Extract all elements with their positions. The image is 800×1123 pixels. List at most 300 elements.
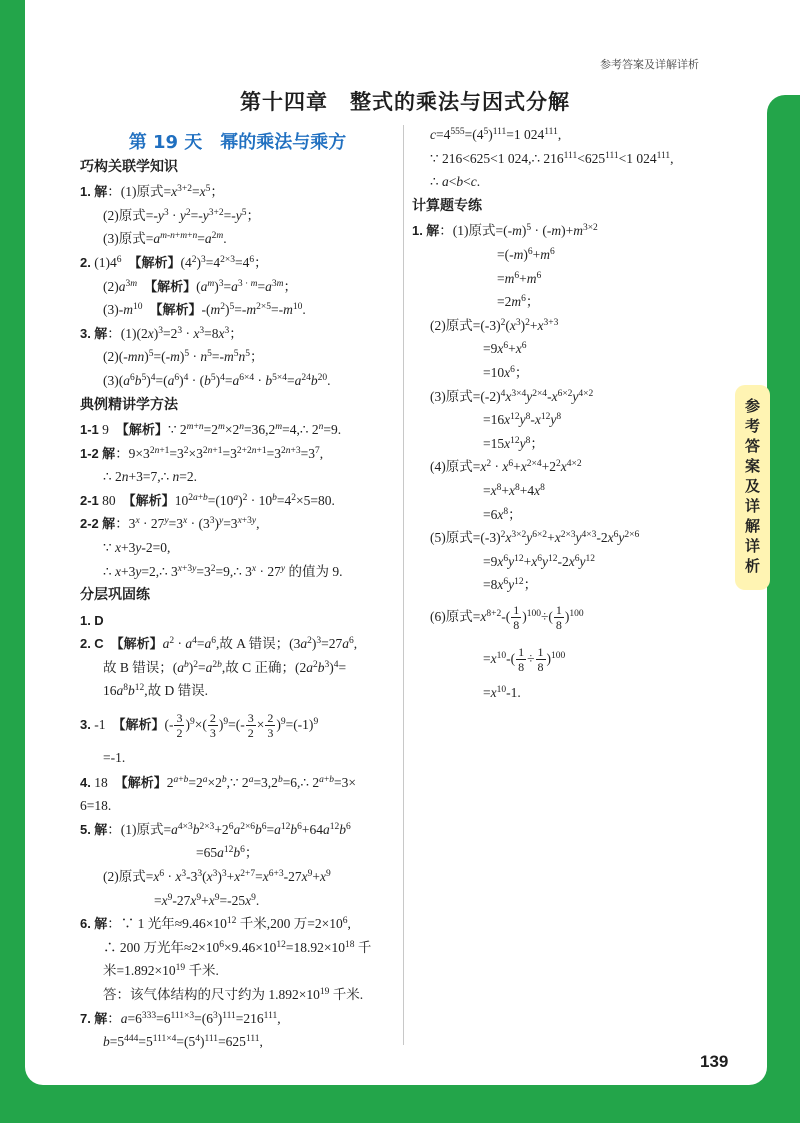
math-variable: x — [490, 483, 497, 498]
math-text: =(- — [228, 717, 245, 733]
math-text: ) — [522, 608, 527, 624]
math-text: +m — [532, 247, 550, 263]
superscript: 111 — [245, 1034, 260, 1045]
superscript: 8 — [525, 412, 531, 423]
answer-line — [412, 170, 722, 194]
answer-line — [80, 227, 398, 251]
math-variable: y — [550, 412, 557, 428]
math-variable: a — [441, 174, 449, 190]
math-variable: m — [275, 422, 283, 433]
fraction-numerator: 3 — [247, 711, 254, 726]
math-text: ×9.46×10 — [224, 939, 277, 955]
math-text: ； — [246, 207, 260, 223]
superscript: 4 — [195, 1034, 201, 1045]
math-text: ) — [214, 516, 219, 532]
superscript: 2 — [486, 459, 492, 470]
superscript: 6×2 — [557, 388, 573, 399]
math-text: ) — [196, 254, 201, 270]
math-text: ； — [249, 349, 264, 365]
answer-line — [80, 936, 398, 960]
superscript: 12 — [585, 553, 595, 564]
math-text: =18.92×10 — [285, 939, 345, 955]
superscript: 2 — [193, 659, 198, 670]
math-text: =(5 — [176, 1034, 196, 1050]
superscript: 6×4 — [239, 372, 255, 383]
math-text: · x — [164, 868, 182, 884]
math-text: =2 — [162, 325, 178, 341]
math-variable: x — [135, 516, 140, 527]
math-text — [121, 255, 135, 270]
superscript: m-n+m+n — [160, 231, 198, 242]
math-text: =-y — [190, 207, 209, 223]
superscript: 111 — [492, 127, 507, 138]
superscript: 3 — [181, 868, 187, 879]
superscript: 12 — [540, 412, 551, 423]
math-text: , — [277, 1010, 281, 1026]
fraction-denominator: 3 — [267, 726, 274, 741]
superscript: 10 — [292, 302, 303, 313]
math-variable: m — [160, 231, 167, 242]
math-variable: x — [147, 325, 154, 341]
math-variable: b — [217, 659, 222, 670]
math-variable: x — [175, 868, 182, 884]
section-heading: 巧构关联学知识 — [80, 158, 178, 175]
math-variable: x — [251, 563, 257, 574]
superscript: 3 — [515, 317, 521, 328]
math-text: ：3 — [115, 516, 136, 532]
math-text: ×2 — [207, 774, 222, 790]
superscript: 4×2 — [578, 388, 594, 399]
superscript: 5 — [141, 372, 147, 383]
superscript: 3 — [221, 868, 227, 879]
math-text: ) — [200, 1034, 205, 1050]
math-text: ) — [311, 636, 317, 652]
bold-label: 【解析】 — [118, 717, 165, 733]
math-text: =6x — [483, 506, 504, 522]
bold-label: 3. — [80, 325, 91, 341]
math-variable: n — [121, 469, 129, 485]
superscript: 2×6 — [240, 821, 256, 832]
fraction-numerator: 3 — [176, 711, 183, 726]
math-text: ：a=6 — [107, 1010, 142, 1026]
side-tab-label: 参考答案及详解详析 — [743, 397, 761, 578]
superscript: 12 — [226, 916, 237, 927]
math-variable: y — [519, 412, 526, 428]
superscript: 8 — [503, 506, 509, 517]
superscript: 12 — [510, 412, 520, 423]
math-text: ) — [217, 1010, 223, 1026]
superscript: 4×2 — [566, 459, 582, 470]
math-variable: m — [246, 302, 257, 318]
math-text: =9,∴ 3 — [215, 563, 252, 579]
answer-line — [80, 656, 398, 680]
answer-line — [412, 479, 722, 503]
superscript: 2×4 — [532, 388, 548, 399]
fraction-denominator: 3 — [209, 726, 216, 741]
bold-label: 【解析】 — [121, 774, 167, 790]
math-text: =6 — [156, 1010, 171, 1026]
math-text: · (-m)+m — [531, 223, 583, 239]
math-variable: x — [560, 459, 567, 475]
math-text: -27x — [283, 868, 308, 884]
superscript: 8 — [556, 412, 562, 423]
math-text: =(-m) — [153, 349, 185, 365]
superscript: 444 — [124, 1034, 139, 1045]
superscript: 8 — [525, 435, 531, 446]
math-variable: m — [218, 422, 225, 433]
math-text: (2)(-mn) — [103, 349, 149, 365]
superscript: 6 — [537, 553, 542, 564]
answer-line — [412, 314, 722, 338]
math-variable: b — [203, 492, 208, 503]
bold-label: 2. — [80, 254, 91, 270]
math-variable: m — [276, 278, 284, 289]
math-variable: b — [233, 845, 241, 861]
math-text: +m — [519, 270, 537, 286]
superscript: 9 — [214, 892, 220, 903]
math-text: (2)原式=x — [103, 868, 160, 884]
answer-line — [412, 408, 722, 432]
math-text — [128, 683, 135, 698]
math-variable: y — [519, 435, 526, 451]
bold-label: 3. — [80, 717, 91, 733]
math-variable: x — [497, 341, 504, 357]
bold-label: 解 — [94, 1010, 108, 1026]
superscript: 6 — [159, 868, 165, 879]
superscript: 9 — [223, 717, 229, 728]
superscript: 2 — [500, 317, 506, 328]
math-text: · b — [254, 372, 273, 388]
answer-line — [80, 794, 398, 818]
math-text: -x — [547, 388, 558, 404]
math-text: =3 — [169, 445, 184, 461]
math-variable: m — [186, 422, 194, 433]
bold-label: 2-1 — [80, 492, 99, 508]
math-text: ) — [214, 278, 219, 294]
superscript: 4 — [183, 372, 189, 383]
bold-label: 2-2 — [80, 516, 99, 532]
answer-line — [80, 609, 398, 633]
math-text: b=5 — [103, 1034, 125, 1050]
superscript: 6 — [349, 636, 354, 647]
math-variable: m — [250, 278, 258, 289]
bold-label: 1-2 — [80, 445, 99, 461]
math-variable: m — [283, 302, 293, 318]
math-text: =9x — [483, 553, 504, 569]
bold-label: 解 — [94, 325, 108, 341]
superscript: 2 — [191, 254, 197, 265]
math-text: +2 — [541, 459, 556, 475]
bold-label: 【解析】 — [150, 278, 197, 294]
answer-line — [80, 959, 398, 983]
superscript: 4 — [220, 372, 225, 383]
superscript: 6 — [261, 821, 267, 832]
math-variable: x — [177, 563, 183, 574]
math-text: ∵ 216<625<1 024,∴ 216 — [430, 150, 564, 166]
answer-line — [412, 681, 722, 705]
math-text: ：(1)原式=(-m) — [439, 223, 527, 239]
math-text: -2x — [596, 530, 614, 546]
math-text: ) — [329, 659, 334, 675]
superscript: 12 — [510, 435, 520, 446]
math-variable: m — [223, 349, 234, 365]
section-heading: 典例精讲学方法 — [80, 396, 178, 413]
math-text: =2 — [188, 774, 203, 790]
math-text: ) — [185, 717, 190, 733]
answer-line — [412, 385, 722, 409]
math-text: =(4 — [464, 127, 484, 143]
answer-line — [80, 298, 398, 322]
math-variable: m — [216, 231, 224, 242]
math-variable: x — [183, 516, 188, 527]
superscript: 12 — [134, 683, 145, 694]
bold-label: C — [94, 636, 104, 652]
superscript: 3×4 — [511, 388, 527, 399]
fraction — [536, 645, 546, 674]
math-text — [135, 373, 142, 388]
superscript: 2b — [212, 659, 222, 670]
math-text: -3 — [186, 868, 198, 884]
superscript: 2n+3 — [281, 445, 301, 456]
answer-line — [80, 1007, 398, 1031]
math-variable: x — [153, 868, 160, 884]
math-text: =x — [483, 650, 497, 666]
math-text: =x — [255, 868, 269, 884]
math-variable: n — [198, 422, 204, 433]
superscript: 5 — [148, 349, 154, 360]
superscript: 8 — [496, 483, 502, 493]
math-variable: m — [540, 247, 550, 263]
superscript: 3 — [218, 278, 224, 289]
math-variable: x — [497, 577, 504, 593]
math-variable: b — [204, 372, 211, 388]
superscript: 9 — [251, 892, 256, 903]
bold-label: 【解析】 — [117, 636, 163, 652]
math-text: +x — [508, 341, 522, 357]
math-text: =3 — [266, 445, 281, 461]
answer-line — [80, 632, 398, 656]
superscript: 12 — [548, 553, 558, 564]
math-variable: y — [575, 530, 582, 546]
math-text: · 27 — [139, 516, 165, 532]
math-text: =a — [196, 636, 212, 652]
answer-line — [80, 418, 398, 442]
math-text: +x — [226, 868, 241, 884]
math-text: =3 — [222, 445, 237, 461]
math-text: +x — [523, 553, 538, 569]
math-variable: b — [317, 659, 325, 675]
math-text: 80 — [98, 492, 130, 508]
fraction-denominator: 8 — [555, 618, 562, 633]
math-variable: a — [205, 659, 213, 675]
math-variable: x — [114, 540, 121, 555]
superscript: 6 — [521, 341, 527, 352]
math-text: -1 — [90, 717, 119, 733]
math-text: 米=1.892×10 — [103, 963, 176, 979]
math-variable: a — [120, 1010, 128, 1026]
answer-line — [80, 489, 398, 513]
math-variable: x — [237, 516, 242, 527]
math-text: · 27 — [256, 563, 281, 579]
superscript: 19 — [175, 963, 186, 974]
math-text: =4 — [205, 254, 221, 270]
math-variable: x — [171, 184, 178, 200]
math-text: =3 — [223, 516, 238, 532]
math-text: =-25x — [219, 892, 252, 908]
superscript: 12 — [514, 553, 524, 564]
answer-line — [80, 369, 398, 393]
superscript: 6 — [116, 254, 122, 265]
math-text: , — [259, 1034, 263, 1050]
superscript: 5 — [207, 349, 212, 360]
superscript: 5 — [526, 223, 532, 234]
math-text — [137, 279, 151, 294]
math-text: =3 — [196, 563, 211, 579]
math-variable: b — [329, 774, 334, 785]
math-text: = — [338, 659, 347, 675]
math-text: =216 — [235, 1010, 264, 1026]
math-variable: b — [456, 174, 464, 190]
fraction-denominator: 8 — [537, 660, 544, 675]
superscript: 6 — [549, 247, 555, 258]
fraction-numerator: 1 — [513, 603, 520, 618]
math-variable: a — [192, 492, 198, 503]
superscript: 333 — [141, 1010, 157, 1021]
math-text: ：(1)原式=a — [107, 821, 178, 837]
math-variable: m — [180, 231, 188, 242]
math-variable: b — [134, 372, 142, 388]
math-text: , — [319, 445, 324, 461]
math-text: -( — [506, 650, 516, 666]
math-text: =a — [257, 278, 272, 294]
math-text: (3)-m — [103, 302, 133, 318]
math-text: ) — [215, 372, 221, 388]
math-text: =27a — [321, 636, 349, 652]
math-text: (4)原式=x — [430, 459, 487, 475]
math-text: =4 — [276, 492, 292, 508]
math-text: ×3 — [188, 445, 203, 461]
math-text — [143, 302, 157, 317]
math-text: 千 — [354, 939, 372, 955]
math-variable: x — [161, 892, 168, 908]
math-variable: y — [572, 388, 579, 404]
math-variable: a — [232, 372, 240, 388]
math-text: =a — [223, 278, 238, 294]
answer-line — [412, 123, 722, 147]
math-variable: y — [526, 388, 533, 404]
math-variable: a — [274, 821, 281, 837]
superscript: 3×2 — [582, 223, 598, 234]
superscript: 6×2 — [532, 530, 548, 541]
answer-line — [80, 536, 398, 560]
math-text: · 10 — [247, 492, 273, 508]
math-text: 2 — [166, 774, 174, 790]
math-text: . — [223, 231, 227, 247]
math-text: ) — [188, 659, 194, 675]
math-variable: n — [285, 445, 291, 456]
answer-line — [412, 550, 722, 574]
fraction-denominator: 2 — [176, 726, 183, 741]
math-variable: x — [190, 892, 197, 908]
answer-line — [80, 983, 398, 1007]
math-variable: x — [199, 184, 206, 200]
answer-line — [412, 361, 722, 385]
superscript: m+n — [186, 422, 204, 433]
bold-label: 【解析】 — [122, 422, 168, 438]
math-variable: y — [508, 577, 515, 593]
math-variable: m — [170, 349, 180, 365]
math-variable: x — [554, 530, 561, 546]
answer-line — [80, 703, 398, 746]
bold-label: 解 — [102, 445, 116, 461]
math-text: · a — [174, 636, 193, 652]
superscript: 2 — [313, 659, 318, 670]
math-text: · x — [182, 325, 200, 341]
answer-line — [80, 512, 398, 536]
superscript: 555 — [450, 127, 465, 138]
superscript: 2 — [242, 492, 248, 503]
math-variable: a — [171, 821, 178, 837]
superscript: 2 — [291, 492, 297, 503]
math-text: =1 024 — [506, 127, 545, 143]
math-text: 9 — [98, 422, 123, 438]
superscript: 111×3 — [170, 1010, 195, 1021]
superscript: 100 — [569, 608, 584, 619]
superscript: 5 — [241, 207, 247, 218]
superscript: 6 — [342, 916, 348, 927]
superscript: 4×3 — [581, 530, 597, 541]
math-text: ) — [146, 372, 151, 388]
math-variable: x — [504, 435, 511, 451]
math-text: (x — [202, 868, 213, 884]
math-variable: x — [490, 684, 497, 700]
superscript: 3 — [200, 254, 206, 265]
math-text: =3,2 — [253, 774, 278, 790]
math-text: ； — [508, 506, 522, 522]
math-variable: a — [248, 774, 254, 785]
superscript: 111×4 — [152, 1034, 177, 1045]
section-heading: 分层巩固练 — [80, 587, 150, 604]
math-variable: x — [497, 506, 504, 522]
fraction-numerator: 2 — [209, 711, 216, 726]
superscript: 5 — [229, 302, 235, 313]
superscript: 5 — [245, 349, 250, 360]
math-text: · y — [168, 207, 186, 223]
math-variable: x — [206, 868, 213, 884]
math-text: <625 — [577, 150, 606, 166]
superscript: 111 — [656, 150, 671, 161]
math-text: +64a — [301, 821, 330, 837]
superscript: 3 — [324, 659, 330, 670]
superscript: 3 — [197, 868, 203, 879]
math-variable: x — [520, 459, 527, 475]
math-text: =3 — [300, 445, 315, 461]
bold-label: D — [94, 612, 104, 628]
fraction-denominator: 2 — [247, 726, 254, 741]
superscript: 4×3 — [177, 821, 193, 832]
math-text: -( — [501, 608, 511, 624]
math-text: ×( — [194, 717, 207, 733]
math-variable: n — [192, 231, 198, 242]
math-variable: x — [607, 530, 614, 546]
answer-line — [412, 290, 722, 314]
superscript: 3m — [125, 278, 138, 289]
math-text: ,故 D 错误. — [144, 683, 208, 699]
math-variable: y — [235, 207, 242, 223]
math-variable: x — [505, 388, 512, 404]
superscript: 12 — [329, 821, 340, 832]
math-text: ) — [564, 608, 570, 624]
